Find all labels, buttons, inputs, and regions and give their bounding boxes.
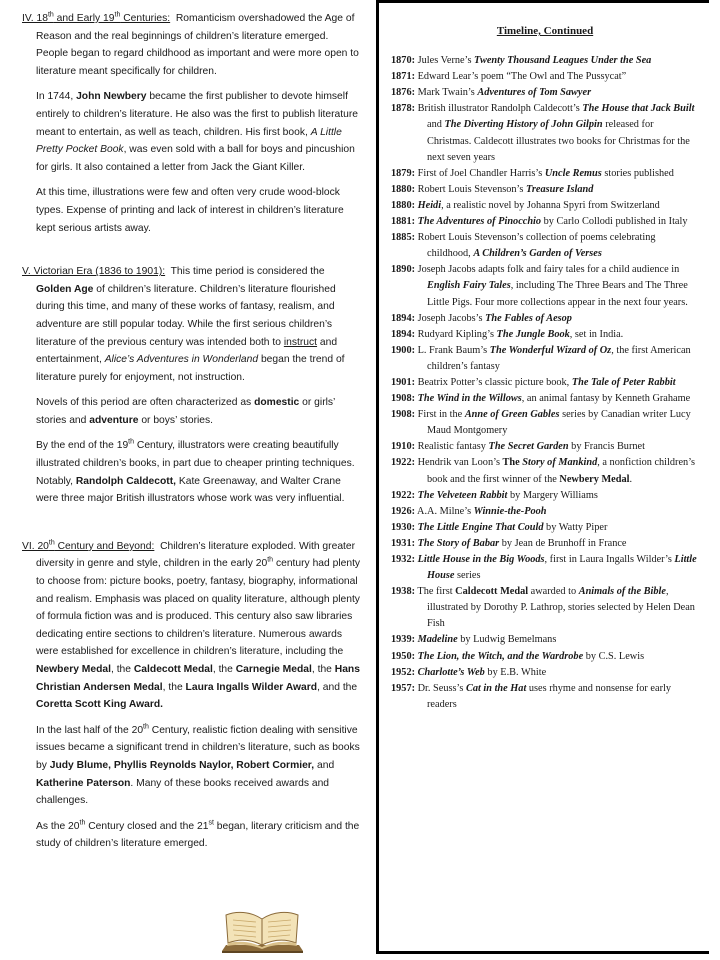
timeline-year: 1900: (391, 344, 416, 356)
timeline-year: 1939: (391, 634, 416, 646)
timeline-title: Timeline, Continued (496, 25, 594, 37)
history-section (22, 10, 362, 237)
timeline-year: 1871: (391, 71, 416, 83)
timeline-entry: 1932: Little House in the Big Woods, first in Laura Ingalls Wilder’s Little House series (391, 554, 697, 582)
timeline-entry: 1957: Dr. Seuss’s Cat in the Hat uses rhyme and nonsense for early readers (391, 682, 672, 710)
timeline-year: 1878: (391, 103, 416, 115)
section-intro: IV. 18th and Early 19th Centuries: Romanticism overshadowed the Age of Reason and the real beginnings of children’s literature emerged. People began to regard childhood as important and were more open to literature meant specifically for children. (22, 11, 359, 77)
section-paragraph: As the 20th Century closed and the 21st began, literary criticism and the study of children’s literature emerged. (36, 819, 360, 850)
section-paragraph: In the last half of the 20th Century, realistic fiction dealing with sensitive issues became a significant trend in children’s literature, such as books by Judy Blume, Phyllis Reynolds Naylor, Robert Cormier, and Katherine Paterson. Many of these books received awards and challenges. (36, 723, 360, 807)
timeline-list (391, 53, 699, 713)
timeline-entry: 1938: The first Caldecott Medal awarded to Animals of the Bible, illustrated by Dorothy P. Lathrop, stories selected by Helen Dean Fish (391, 586, 695, 630)
history-section (22, 538, 362, 853)
timeline-year: 1880: (391, 183, 416, 195)
section-paragraph: Novels of this period are often characterized as domestic or girls’ stories and adventure or boys’ stories. (36, 397, 335, 426)
timeline-year: 1938: (391, 586, 416, 598)
section-title: VI. 20th Century and Beyond: (22, 539, 155, 552)
timeline-year: 1894: (391, 328, 416, 340)
timeline-entry: 1880: Heidi, a realistic novel by Johanna Spyri from Switzerland (391, 199, 660, 211)
timeline-year: 1926: (391, 505, 416, 517)
history-column (22, 10, 362, 853)
section-intro: VI. 20th Century and Beyond: Children’s literature exploded. With greater diversity in genre and style, children in the early 20th century had plenty to choose from: picture books, poetry, fantasy, biography, informational and realism. Emphasis was placed on quality literature, although plenty of formula fiction was and is produced. This century also saw libraries dedicating entire sections to children’s literature. Numerous awards were established for excellence in children’s literature, including the Newbery Medal, the Caldecott Medal, the Carnegie Medal, the Hans Christian Andersen Medal, the Laura Ingalls Wilder Award, and the Coretta Scott King Award. (22, 539, 361, 711)
timeline-year: 1950: (391, 650, 416, 662)
timeline-box (376, 0, 709, 954)
timeline-year: 1876: (391, 87, 416, 99)
timeline-entry: 1900: L. Frank Baum’s The Wonderful Wizard of Oz, the first American children’s fantasy (391, 344, 691, 372)
timeline-year: 1901: (391, 376, 416, 388)
section-paragraph: By the end of the 19th Century, illustrators were creating beautifully illustrated children’s books, in part due to cheaper printing techniques. Notably, Randolph Caldecott, Kate Greenaway, and Walter Crane were three major British illustrators whose work was very influential. (36, 439, 355, 505)
timeline-entry: 1952: Charlotte’s Web by E.B. White (391, 666, 547, 678)
timeline-entry: 1878: British illustrator Randolph Caldecott’s The House that Jack Built and The Diverting History of John Gilpin released for Christmas. Caldecott illustrates two books for Christmas for the next seven years (391, 103, 695, 163)
timeline-entry: 1894: Rudyard Kipling’s The Jungle Book, set in India. (391, 328, 624, 340)
timeline-entry: 1931: The Story of Babar by Jean de Brunhoff in France (391, 537, 627, 549)
timeline-entry: 1939: Madeline by Ludwig Bemelmans (391, 634, 557, 646)
timeline-year: 1885: (391, 232, 416, 244)
timeline-entry: 1880: Robert Louis Stevenson’s Treasure Island (391, 183, 594, 195)
timeline-entry: 1950: The Lion, the Witch, and the Wardrobe by C.S. Lewis (391, 650, 645, 662)
history-section (22, 263, 362, 508)
timeline-year: 1930: (391, 521, 416, 533)
timeline-year: 1879: (391, 167, 416, 179)
timeline-entry: 1922: Hendrik van Loon’s The Story of Mankind, a nonfiction children’s book and the first winner of the Newbery Medal. (391, 457, 696, 485)
timeline-entry: 1908: The Wind in the Willows, an animal fantasy by Kenneth Grahame (391, 393, 691, 405)
timeline-entry: 1890: Joseph Jacobs adapts folk and fairy tales for a child audience in English Fairy Tales, including The Three Bears and The Three Little Pigs. Four more collections appear in the next four years. (391, 264, 688, 308)
timeline-entry: 1894: Joseph Jacobs’s The Fables of Aesop (391, 312, 572, 324)
timeline-year: 1931: (391, 537, 416, 549)
timeline-entry: 1926: A.A. Milne’s Winnie-the-Pooh (391, 505, 547, 517)
open-book-icon (220, 905, 305, 953)
timeline-year: 1880: (391, 199, 416, 211)
timeline-year: 1881: (391, 216, 416, 228)
timeline-year: 1908: (391, 409, 416, 421)
timeline-year: 1922: (391, 489, 416, 501)
section-paragraph: At this time, illustrations were few and often very crude wood-block types. Expense of printing and lack of interest in children’s literature kept serious artists away. (36, 187, 344, 234)
section-intro: V. Victorian Era (1836 to 1901): This time period is considered the Golden Age of children’s literature. Children’s literature flourished during this time, and many of these works of fantasy, realism, and adventure are still popular today. While the first serious children’s literature of the previous century was intended both to instruct and entertainment, Alice’s Adventures in Wonderland began the trend of literature purely for enjoyment, not instruction. (22, 266, 345, 383)
section-paragraph: In 1744, John Newbery became the first publisher to devote himself entirely to children’s literature. He also was the first to publish literature meant to entertain, as well as teach, children. His first book, A Little Pretty Pocket Book, was even sold with a ball for boys and pincushion for girls. It also contained a letter from Jack the Giant Killer. (36, 91, 359, 173)
timeline-year: 1910: (391, 441, 416, 453)
timeline-entry: 1871: Edward Lear’s poem “The Owl and The Pussycat” (391, 71, 627, 83)
timeline-year: 1932: (391, 554, 416, 565)
timeline-entry: 1876: Mark Twain’s Adventures of Tom Sawyer (391, 87, 592, 99)
section-title: V. Victorian Era (1836 to 1901): (22, 266, 166, 278)
timeline-year: 1922: (391, 457, 416, 469)
timeline-entry: 1901: Beatrix Potter’s classic picture book, The Tale of Peter Rabbit (391, 376, 676, 388)
timeline-year: 1890: (391, 264, 416, 276)
timeline-entry: 1870: Jules Verne’s Twenty Thousand Leagues Under the Sea (391, 55, 652, 67)
timeline-entry: 1922: The Velveteen Rabbit by Margery Williams (391, 489, 598, 501)
timeline-entry: 1908: First in the Anne of Green Gables series by Canadian writer Lucy Maud Montgomery (391, 409, 691, 437)
timeline-entry: 1881: The Adventures of Pinocchio by Carlo Collodi published in Italy (391, 216, 688, 228)
timeline-year: 1908: (391, 393, 416, 405)
timeline-year: 1894: (391, 312, 416, 324)
timeline-year: 1957: (391, 682, 416, 694)
timeline-entry: 1910: Realistic fantasy The Secret Garden by Francis Burnet (391, 441, 645, 453)
timeline-entry: 1885: Robert Louis Stevenson’s collection of poems celebrating childhood, A Children’s Garden of Verses (391, 232, 656, 260)
timeline-entry: 1879: First of Joel Chandler Harris’s Uncle Remus stories published (391, 167, 674, 179)
section-title: IV. 18th and Early 19th Centuries: (22, 11, 171, 24)
timeline-year: 1952: (391, 666, 416, 678)
timeline-entry: 1930: The Little Engine That Could by Watty Piper (391, 521, 608, 533)
timeline-year: 1870: (391, 55, 416, 67)
